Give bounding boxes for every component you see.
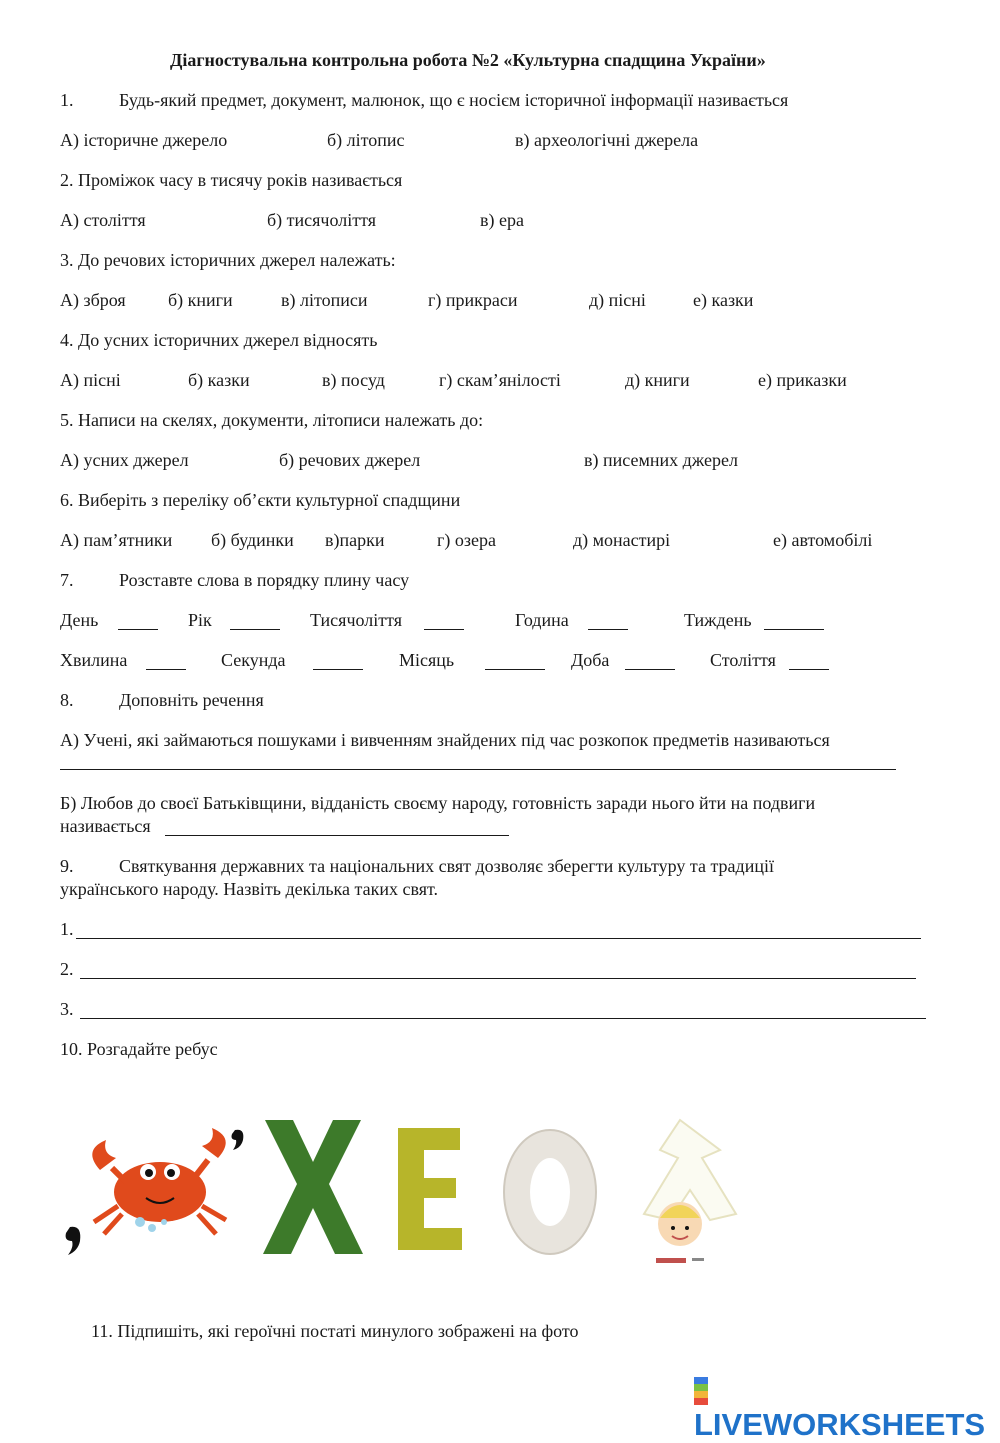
q11-text: 11. Підпишіть, які героїчні постаті минулого зображені на фото — [91, 1321, 579, 1341]
q6-option-b[interactable]: б) будинки — [211, 530, 294, 550]
q3-text: 3. До речових історичних джерел належать: — [60, 250, 396, 270]
letter-e-icon — [398, 1128, 462, 1250]
q3-option-d[interactable]: г) прикраси — [428, 290, 518, 310]
q6-option-e[interactable]: д) монастирі — [573, 530, 671, 550]
comma-icon — [232, 1130, 244, 1150]
q7-blank[interactable] — [789, 652, 829, 670]
q8-sentence-b-cont: називається — [60, 816, 151, 836]
q6-option-c[interactable]: в)парки — [325, 530, 385, 550]
letter-o-icon — [504, 1130, 596, 1254]
q9-answer-line-3[interactable] — [80, 1001, 926, 1019]
q7-word: Хвилина — [60, 650, 128, 670]
q1-text: Будь-який предмет, документ, малюнок, що є носієм історичної інформації називається — [119, 90, 789, 110]
q7-word: Доба — [571, 650, 610, 670]
q7-blank[interactable] — [764, 612, 824, 630]
q9-text: Святкування державних та національних свят дозволяє зберегти культуру та традиції — [119, 856, 774, 876]
q4-option-c[interactable]: в) посуд — [322, 370, 385, 390]
q8-sentence-a: А) Учені, які займаються пошуками і вивченням знайдених під час розкопок предметів називаються — [60, 730, 830, 750]
q7-number: 7. — [60, 570, 74, 590]
q4-text: 4. До усних історичних джерел відносять — [60, 330, 378, 350]
q7-blank[interactable] — [230, 612, 280, 630]
angel-icon — [644, 1120, 736, 1263]
q9-answer-line-2[interactable] — [80, 961, 916, 979]
q3-option-f[interactable]: е) казки — [693, 290, 754, 310]
q8-number: 8. — [60, 690, 74, 710]
q2-option-b[interactable]: б) тисячоліття — [267, 210, 376, 230]
q8-b-answer-line[interactable] — [165, 818, 509, 836]
q5-option-a[interactable]: А) усних джерел — [60, 450, 189, 470]
q1-option-b[interactable]: б) літопис — [327, 130, 405, 150]
page-title: Діагностувальна контрольна робота №2 «Культурна спадщина України» — [170, 50, 766, 70]
q7-blank[interactable] — [146, 652, 186, 670]
liveworksheets-logo: LIVEWORKSHEETS — [694, 1371, 1000, 1443]
q1-option-c[interactable]: в) археологічні джерела — [515, 130, 699, 150]
q9-blank-label: 3. — [60, 999, 74, 1019]
q9-blank-label: 2. — [60, 959, 74, 979]
q6-option-a[interactable]: А) пам’ятники — [60, 530, 173, 550]
q5-option-b[interactable]: б) речових джерел — [279, 450, 421, 470]
q2-option-a[interactable]: А) століття — [60, 210, 146, 230]
q3-option-c[interactable]: в) літописи — [281, 290, 368, 310]
crab-icon — [92, 1128, 226, 1234]
q6-option-f[interactable]: е) автомобілі — [773, 530, 873, 550]
q7-word: Тисячоліття — [310, 610, 403, 630]
q7-word: День — [60, 610, 99, 630]
q8-sentence-b: Б) Любов до своєї Батьківщини, відданість своєму народу, готовність заради нього йти на подвиги — [60, 793, 816, 813]
q3-option-b[interactable]: б) книги — [168, 290, 233, 310]
comma-icon — [66, 1227, 81, 1255]
q9-blank-label: 1. — [60, 919, 74, 939]
q7-word: Рік — [188, 610, 212, 630]
q7-blank[interactable] — [424, 612, 464, 630]
q3-option-e[interactable]: д) пісні — [589, 290, 646, 310]
q7-word: Століття — [710, 650, 776, 670]
letter-x-icon — [263, 1120, 363, 1254]
q7-blank[interactable] — [313, 652, 363, 670]
q5-text: 5. Написи на скелях, документи, літописи належать до: — [60, 410, 484, 430]
q2-option-c[interactable]: в) ера — [480, 210, 524, 230]
q9-text-cont: українського народу. Назвіть декілька таких свят. — [60, 879, 439, 899]
logo-mark-icon — [694, 1377, 708, 1405]
q4-option-f[interactable]: е) приказки — [758, 370, 847, 390]
q7-blank[interactable] — [625, 652, 675, 670]
q4-option-a[interactable]: А) пісні — [60, 370, 121, 390]
q7-blank[interactable] — [118, 612, 158, 630]
q7-word: Тиждень — [684, 610, 752, 630]
q4-option-b[interactable]: б) казки — [188, 370, 250, 390]
q7-word: Година — [515, 610, 569, 630]
q7-blank[interactable] — [588, 612, 628, 630]
q1-number: 1. — [60, 90, 74, 110]
q5-option-c[interactable]: в) писемних джерел — [584, 450, 738, 470]
q7-blank[interactable] — [485, 652, 545, 670]
q3-option-a[interactable]: А) зброя — [60, 290, 126, 310]
q9-number: 9. — [60, 856, 74, 876]
q4-option-d[interactable]: г) скам’янілості — [439, 370, 561, 390]
q6-text: 6. Виберіть з переліку об’єкти культурної спадщини — [60, 490, 461, 510]
q6-option-d[interactable]: г) озера — [437, 530, 496, 550]
q2-text: 2. Проміжок часу в тисячу років називається — [60, 170, 403, 190]
q8-a-answer-line[interactable] — [60, 752, 896, 770]
q10-text: 10. Розгадайте ребус — [60, 1039, 218, 1059]
q7-text: Розставте слова в порядку плину часу — [119, 570, 410, 590]
rebus-image — [60, 1110, 760, 1290]
q4-option-e[interactable]: д) книги — [625, 370, 690, 390]
q1-option-a[interactable]: А) історичне джерело — [60, 130, 228, 150]
q7-word: Місяць — [399, 650, 455, 670]
q7-word: Секунда — [221, 650, 286, 670]
q9-answer-line-1[interactable] — [76, 921, 921, 939]
q8-text: Доповніть речення — [119, 690, 264, 710]
